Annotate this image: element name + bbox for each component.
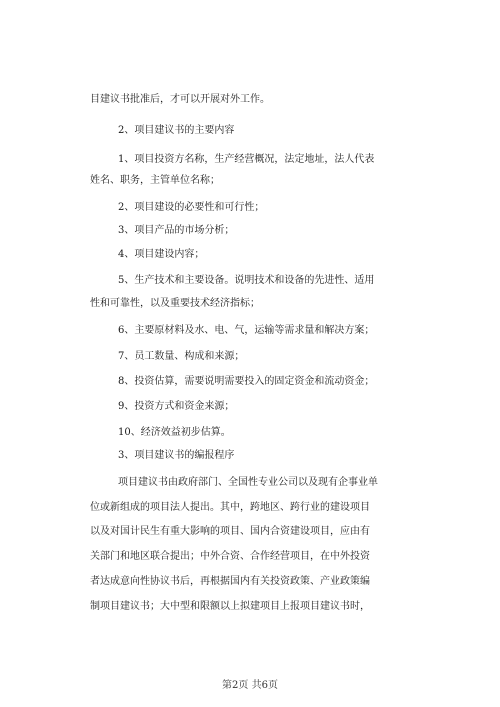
text-line-8: 5、生产技术和主要设备。说明技术和设备的先进性、适用 — [118, 275, 375, 286]
text-line-13: 9、投资方式和资金来源； — [118, 401, 235, 412]
text-line-17: 位或新组成的项目法人提出。其中，跨地区、跨行业的建设项目 — [90, 502, 370, 513]
text-line-4: 姓名、职务，主管单位名称； — [90, 175, 220, 186]
text-line-11: 7、员工数量、构成和来源； — [118, 351, 245, 362]
section-heading-3: 3、项目建议书的编报程序 — [118, 450, 235, 461]
text-line-16: 项目建议书由政府部门、全国性专业公司以及现有企事业单 — [118, 477, 378, 488]
text-line-6: 3、项目产品的市场分析； — [118, 225, 235, 236]
text-line-21: 制项目建议书；大中型和限额以上拟建项目上报项目建议书时， — [90, 601, 370, 612]
text-line-14: 10、经济效益初步估算。 — [118, 427, 231, 438]
text-line-20: 者达成意向性协议书后，再根据国内有关投资政策、产业政策编 — [90, 576, 370, 587]
text-line-7: 4、项目建设内容； — [118, 249, 205, 260]
text-line-3: 1、项目投资方名称，生产经营概况，法定地址，法人代表 — [118, 154, 375, 165]
text-line-10: 6、主要原材料及水、电、气，运输等需求量和解决方案； — [118, 325, 375, 336]
text-line-18: 以及对国计民生有重大影响的项目、国内合资建设项目，应由有 — [90, 526, 370, 537]
text-line-12: 8、投资估算，需要说明需要投入的固定资金和流动资金； — [118, 376, 375, 387]
text-line-9: 性和可靠性，以及重要技术经济指标； — [90, 298, 260, 309]
text-line-19: 关部门和地区联合提出；中外合资、合作经营项目，在中外投资 — [90, 551, 370, 562]
text-line-5: 2、项目建设的必要性和可行性； — [118, 202, 265, 213]
section-heading-2: 2、项目建议书的主要内容 — [118, 125, 235, 136]
page-number-footer: 第2页 共6页 — [222, 680, 278, 691]
text-line-1: 目建议书批准后，才可以开展对外工作。 — [90, 94, 270, 105]
